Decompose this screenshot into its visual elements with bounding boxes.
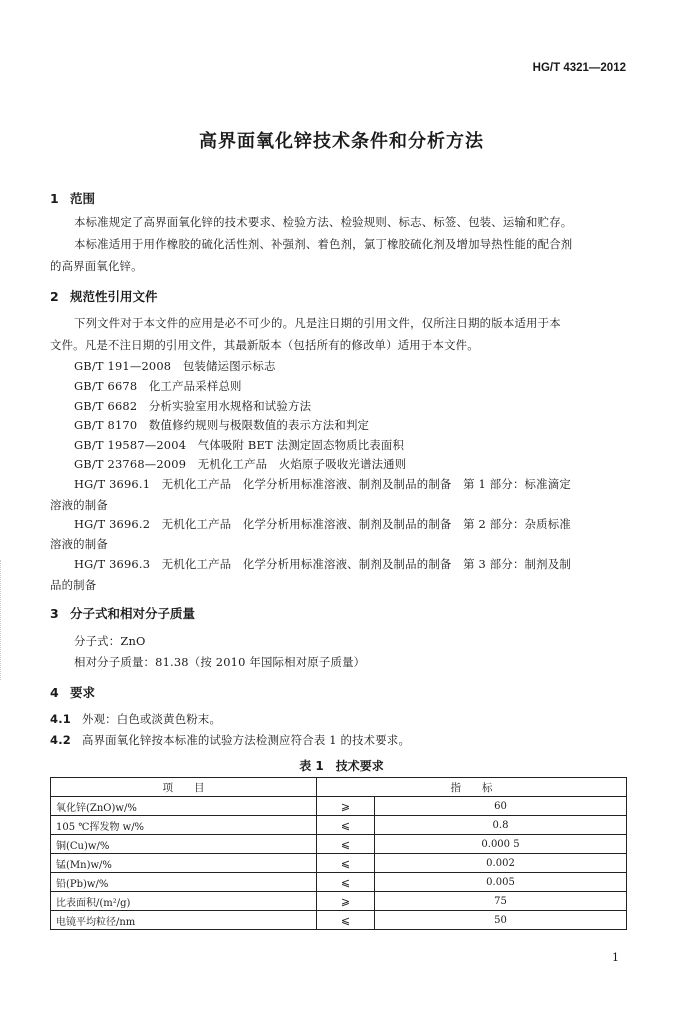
clause-4-1-text: 外观：白色或淡黄色粉末。 [82,712,222,726]
ref-hg1-a: HG/T 3696.1 无机化工产品 化学分析用标准溶液、制剂及制品的制备 第 1 部分：标准滴定 [74,477,571,491]
s2-intro-b: 文件。凡是不注日期的引用文件，其最新版本（包括所有的修改单）适用于本文件。 [50,338,479,352]
s1-para-2b: 的高界面氧化锌。 [50,259,143,273]
row-item: 氧化锌(ZnO)w/% [51,797,317,816]
row-item: 锰(Mn)w/% [51,854,317,873]
row-item: 铅(Pb)w/% [51,873,317,892]
ref-item: GB/T 6678 化工产品采样总则 [74,379,242,393]
ref-item: GB/T 23768—2009 无机化工产品 火焰原子吸收光谱法通则 [74,457,407,471]
clause-4-1 [50,711,221,727]
row-value: 0.005 [375,873,627,892]
row-value: 0.8 [375,816,627,835]
clause-4-2-number: 4.2 [50,733,71,747]
section-4-number: 4 [50,685,59,700]
clause-4-2 [50,732,410,748]
s2-intro-a: 下列文件对于本文件的应用是必不可少的。凡是注日期的引用文件，仅所注日期的版本适用于本 [74,316,561,330]
spec-table [50,777,627,930]
standard-number: HG/T 4321—2012 [532,62,626,74]
ref-item: GB/T 8170 数值修约规则与极限数值的表示方法和判定 [74,418,370,432]
section-1-title: 范围 [70,191,96,206]
row-operator: ⩽ [317,854,375,873]
ref-item: GB/T 6682 分析实验室用水规格和试验方法 [74,399,312,413]
row-value: 75 [375,892,627,911]
clause-4-2-text: 高界面氧化锌按本标准的试验方法检测应符合表 1 的技术要求。 [82,733,411,747]
section-3-number: 3 [50,606,59,621]
ref-hg1-b: 溶液的制备 [50,498,108,512]
section-1-heading [50,189,95,207]
molecular-formula: 分子式：ZnO [74,634,146,648]
row-value: 50 [375,911,627,930]
molecular-mass: 相对分子质量：81.38（按 2010 年国际相对原子质量） [74,655,366,669]
ref-hg3-a: HG/T 3696.3 无机化工产品 化学分析用标准溶液、制剂及制品的制备 第 3 部分：制剂及制 [74,557,571,571]
section-4-title: 要求 [70,685,96,700]
row-item: 比表面积/(m²/g) [51,892,317,911]
row-value: 0.002 [375,854,627,873]
col-item-header: 项 目 [51,778,317,797]
col-spec-header: 指 标 [317,778,627,797]
row-item: 105 ℃挥发物 w/% [51,816,317,835]
ref-item: GB/T 19587—2004 气体吸附 BET 法测定固态物质比表面积 [74,438,405,452]
ref-hg2-b: 溶液的制备 [50,537,108,551]
page-number: 1 [612,951,619,964]
table-row [51,797,627,816]
s1-para-2a: 本标准适用于用作橡胶的硫化活性剂、补强剂、着色剂，氯丁橡胶硫化剂及增加导热性能的配合剂 [74,237,573,251]
table-row [51,854,627,873]
table-row [51,835,627,854]
page-title: 高界面氧化锌技术条件和分析方法 [199,131,484,152]
ref-item: GB/T 191—2008 包装储运图示标志 [74,359,276,373]
table-header-row [51,778,627,797]
row-operator: ⩽ [317,835,375,854]
table-row [51,892,627,911]
scan-edge-mark [0,560,5,680]
section-2-heading [50,287,158,305]
clause-4-1-number: 4.1 [50,712,71,726]
s1-para-1: 本标准规定了高界面氧化锌的技术要求、检验方法、检验规则、标志、标签、包装、运输和贮存。 [74,215,573,229]
section-3-heading [50,604,195,622]
row-operator: ⩽ [317,911,375,930]
row-value: 60 [375,797,627,816]
section-4-heading [50,683,95,701]
row-operator: ⩾ [317,797,375,816]
section-2-title: 规范性引用文件 [70,289,158,304]
section-3-title: 分子式和相对分子质量 [70,606,196,621]
ref-hg3-b: 品的制备 [50,578,97,592]
row-operator: ⩽ [317,873,375,892]
row-item: 电镜平均粒径/nm [51,911,317,930]
table-caption: 表 1 技术要求 [299,759,384,773]
row-operator: ⩽ [317,816,375,835]
table-row [51,911,627,930]
table-row [51,873,627,892]
ref-hg2-a: HG/T 3696.2 无机化工产品 化学分析用标准溶液、制剂及制品的制备 第 2 部分：杂质标准 [74,517,571,531]
row-item: 铜(Cu)w/% [51,835,317,854]
section-1-number: 1 [50,191,59,206]
table-row [51,816,627,835]
section-2-number: 2 [50,289,59,304]
row-value: 0.000 5 [375,835,627,854]
row-operator: ⩾ [317,892,375,911]
